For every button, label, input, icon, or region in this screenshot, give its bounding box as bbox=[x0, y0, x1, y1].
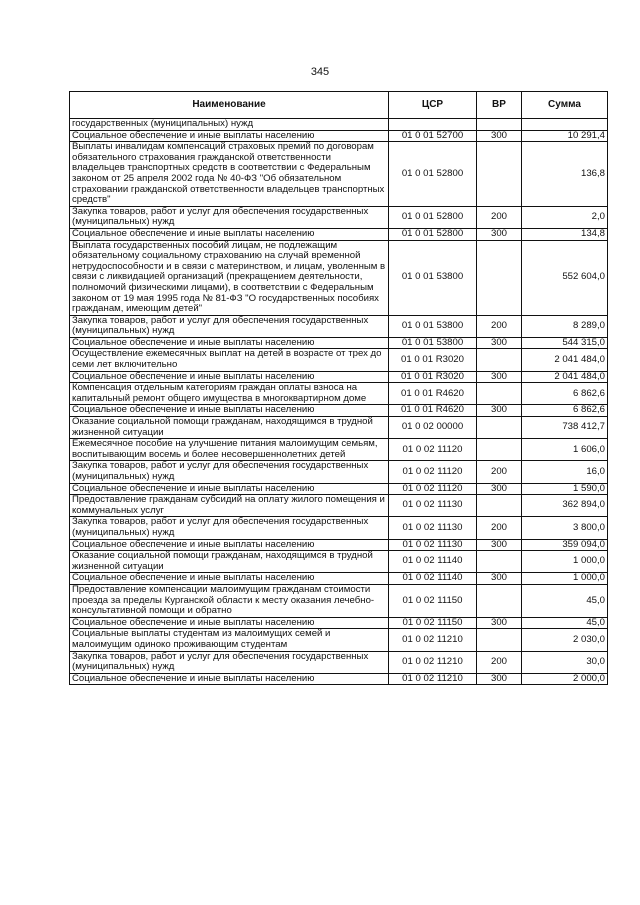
table-row bbox=[70, 383, 608, 405]
cell-name: Закупка товаров, работ и услуг для обеспечения государственных (муниципальных) нужд bbox=[70, 517, 389, 539]
cell-sum: 3 800,0 bbox=[522, 517, 608, 539]
cell-vr: 300 bbox=[477, 130, 522, 142]
table-row bbox=[70, 417, 608, 439]
cell-vr bbox=[477, 629, 522, 651]
table-row bbox=[70, 349, 608, 371]
cell-vr bbox=[477, 383, 522, 405]
cell-vr: 200 bbox=[477, 315, 522, 337]
cell-name: Закупка товаров, работ и услуг для обеспечения государственных (муниципальных) нужд bbox=[70, 461, 389, 483]
cell-csr: 01 0 02 11140 bbox=[389, 573, 477, 585]
cell-vr: 300 bbox=[477, 371, 522, 383]
cell-name: Предоставление компенсации малоимущим гражданам стоимости проезда за пределы Курганской области к месту оказания лечебно-консультативной помощи и обратно bbox=[70, 584, 389, 617]
cell-vr: 200 bbox=[477, 206, 522, 228]
table-row bbox=[70, 337, 608, 349]
cell-name: Компенсация отдельным категориям граждан оплаты взноса на капитальный ремонт общего имущества в многоквартирном доме bbox=[70, 383, 389, 405]
cell-csr: 01 0 01 52800 bbox=[389, 228, 477, 240]
cell-sum: 8 289,0 bbox=[522, 315, 608, 337]
cell-csr: 01 0 01 52700 bbox=[389, 130, 477, 142]
cell-sum bbox=[522, 119, 608, 131]
cell-vr: 300 bbox=[477, 337, 522, 349]
cell-csr: 01 0 01 53800 bbox=[389, 240, 477, 315]
table-row bbox=[70, 629, 608, 651]
cell-sum: 2 041 484,0 bbox=[522, 371, 608, 383]
cell-name: Закупка товаров, работ и услуг для обеспечения государственных (муниципальных) нужд bbox=[70, 651, 389, 673]
cell-sum: 1 606,0 bbox=[522, 439, 608, 461]
table-row bbox=[70, 142, 608, 207]
cell-name: Социальное обеспечение и иные выплаты населению bbox=[70, 673, 389, 685]
header-name: Наименование bbox=[70, 92, 389, 119]
cell-csr: 01 0 01 R3020 bbox=[389, 371, 477, 383]
table-row bbox=[70, 517, 608, 539]
table-row bbox=[70, 371, 608, 383]
cell-name: Предоставление гражданам субсидий на оплату жилого помещения и коммунальных услуг bbox=[70, 495, 389, 517]
cell-sum: 359 094,0 bbox=[522, 539, 608, 551]
cell-vr: 200 bbox=[477, 651, 522, 673]
table-row bbox=[70, 483, 608, 495]
cell-name: Оказание социальной помощи гражданам, находящимся в трудной жизненной ситуации bbox=[70, 551, 389, 573]
cell-sum: 10 291,4 bbox=[522, 130, 608, 142]
table-row bbox=[70, 206, 608, 228]
cell-name: Выплата государственных пособий лицам, не подлежащим обязательному социальному страхованию на случай временной нетрудоспособности и в связи с материнством, и лицам, уволенным в связи с ликвидацией организаций (прекращением деятельности, полномочий физическими лицами), в соответствии с Федеральным законом от 19 мая 1995 года № 81-ФЗ "О государственных пособиях гражданам, имеющим детей" bbox=[70, 240, 389, 315]
cell-name: Осуществление ежемесячных выплат на детей в возрасте от трех до семи лет включительно bbox=[70, 349, 389, 371]
cell-vr: 200 bbox=[477, 517, 522, 539]
cell-vr: 300 bbox=[477, 483, 522, 495]
header-vr: ВР bbox=[477, 92, 522, 119]
cell-sum: 552 604,0 bbox=[522, 240, 608, 315]
cell-csr: 01 0 01 R4620 bbox=[389, 383, 477, 405]
table-row bbox=[70, 651, 608, 673]
table-header bbox=[70, 92, 608, 119]
cell-vr: 300 bbox=[477, 539, 522, 551]
table-row bbox=[70, 673, 608, 685]
table-row bbox=[70, 119, 608, 131]
cell-csr: 01 0 02 11210 bbox=[389, 629, 477, 651]
cell-csr: 01 0 02 11140 bbox=[389, 551, 477, 573]
cell-csr: 01 0 01 53800 bbox=[389, 315, 477, 337]
cell-vr bbox=[477, 142, 522, 207]
table-body bbox=[70, 119, 608, 685]
cell-vr bbox=[477, 417, 522, 439]
cell-csr: 01 0 02 11120 bbox=[389, 483, 477, 495]
cell-name: государственных (муниципальных) нужд bbox=[70, 119, 389, 131]
cell-name: Социальное обеспечение и иные выплаты населению bbox=[70, 483, 389, 495]
cell-csr: 01 0 02 11210 bbox=[389, 651, 477, 673]
table-row bbox=[70, 495, 608, 517]
table-row bbox=[70, 130, 608, 142]
cell-csr: 01 0 01 R4620 bbox=[389, 405, 477, 417]
cell-sum: 45,0 bbox=[522, 584, 608, 617]
cell-sum: 544 315,0 bbox=[522, 337, 608, 349]
cell-csr: 01 0 02 11130 bbox=[389, 517, 477, 539]
table-row bbox=[70, 617, 608, 629]
cell-name: Оказание социальной помощи гражданам, находящимся в трудной жизненной ситуации bbox=[70, 417, 389, 439]
cell-csr: 01 0 01 53800 bbox=[389, 337, 477, 349]
cell-vr bbox=[477, 495, 522, 517]
budget-table bbox=[69, 91, 608, 685]
cell-vr bbox=[477, 584, 522, 617]
header-row bbox=[70, 92, 608, 119]
cell-csr: 01 0 02 00000 bbox=[389, 417, 477, 439]
cell-name: Социальное обеспечение и иные выплаты населению bbox=[70, 539, 389, 551]
cell-csr: 01 0 01 52800 bbox=[389, 142, 477, 207]
table-row bbox=[70, 551, 608, 573]
header-csr: ЦСР bbox=[389, 92, 477, 119]
cell-name: Выплаты инвалидам компенсаций страховых премий по договорам обязательного страхования гражданской ответственности владельцев транспортных средств в соответствии с Федеральным законом от 25 апреля 2002 года № 40-ФЗ "Об обязательном страховании гражданской ответственности владельцев транспортных средств" bbox=[70, 142, 389, 207]
cell-vr bbox=[477, 551, 522, 573]
cell-name: Социальное обеспечение и иные выплаты населению bbox=[70, 337, 389, 349]
cell-sum: 6 862,6 bbox=[522, 383, 608, 405]
header-sum: Сумма bbox=[522, 92, 608, 119]
cell-sum: 134,8 bbox=[522, 228, 608, 240]
table-row bbox=[70, 573, 608, 585]
table-row bbox=[70, 461, 608, 483]
cell-name: Социальное обеспечение и иные выплаты населению bbox=[70, 371, 389, 383]
cell-name: Ежемесячное пособие на улучшение питания малоимущим семьям, воспитывающим восемь и более несовершеннолетних детей bbox=[70, 439, 389, 461]
cell-csr: 01 0 01 R3020 bbox=[389, 349, 477, 371]
table-row bbox=[70, 228, 608, 240]
cell-sum: 136,8 bbox=[522, 142, 608, 207]
cell-vr: 300 bbox=[477, 228, 522, 240]
cell-sum: 6 862,6 bbox=[522, 405, 608, 417]
table-row bbox=[70, 539, 608, 551]
cell-csr: 01 0 02 11150 bbox=[389, 584, 477, 617]
page-number: 345 bbox=[310, 66, 330, 78]
cell-name: Социальное обеспечение и иные выплаты населению bbox=[70, 573, 389, 585]
cell-sum: 2 000,0 bbox=[522, 673, 608, 685]
cell-sum: 738 412,7 bbox=[522, 417, 608, 439]
cell-sum: 1 000,0 bbox=[522, 573, 608, 585]
cell-sum: 16,0 bbox=[522, 461, 608, 483]
cell-vr: 300 bbox=[477, 673, 522, 685]
table-row bbox=[70, 240, 608, 315]
cell-csr: 01 0 02 11120 bbox=[389, 461, 477, 483]
cell-name: Закупка товаров, работ и услуг для обеспечения государственных (муниципальных) нужд bbox=[70, 315, 389, 337]
cell-vr bbox=[477, 349, 522, 371]
cell-sum: 2 030,0 bbox=[522, 629, 608, 651]
cell-name: Социальное обеспечение и иные выплаты населению bbox=[70, 130, 389, 142]
cell-vr bbox=[477, 119, 522, 131]
cell-csr: 01 0 01 52800 bbox=[389, 206, 477, 228]
cell-sum: 362 894,0 bbox=[522, 495, 608, 517]
cell-name: Социальные выплаты студентам из малоимущих семей и малоимущим одиноко проживающим студентам bbox=[70, 629, 389, 651]
cell-csr: 01 0 02 11120 bbox=[389, 439, 477, 461]
cell-vr: 200 bbox=[477, 461, 522, 483]
table-row bbox=[70, 439, 608, 461]
cell-csr: 01 0 02 11150 bbox=[389, 617, 477, 629]
cell-vr: 300 bbox=[477, 617, 522, 629]
cell-sum: 2,0 bbox=[522, 206, 608, 228]
table-row bbox=[70, 405, 608, 417]
cell-csr: 01 0 02 11130 bbox=[389, 495, 477, 517]
cell-vr: 300 bbox=[477, 405, 522, 417]
cell-sum: 30,0 bbox=[522, 651, 608, 673]
cell-sum: 2 041 484,0 bbox=[522, 349, 608, 371]
cell-name: Социальное обеспечение и иные выплаты населению bbox=[70, 617, 389, 629]
cell-csr bbox=[389, 119, 477, 131]
cell-vr bbox=[477, 240, 522, 315]
cell-name: Закупка товаров, работ и услуг для обеспечения государственных (муниципальных) нужд bbox=[70, 206, 389, 228]
cell-sum: 1 000,0 bbox=[522, 551, 608, 573]
cell-vr: 300 bbox=[477, 573, 522, 585]
cell-sum: 1 590,0 bbox=[522, 483, 608, 495]
cell-sum: 45,0 bbox=[522, 617, 608, 629]
table-row bbox=[70, 584, 608, 617]
cell-name: Социальное обеспечение и иные выплаты населению bbox=[70, 405, 389, 417]
cell-csr: 01 0 02 11210 bbox=[389, 673, 477, 685]
cell-name: Социальное обеспечение и иные выплаты населению bbox=[70, 228, 389, 240]
cell-vr bbox=[477, 439, 522, 461]
cell-csr: 01 0 02 11130 bbox=[389, 539, 477, 551]
table-row bbox=[70, 315, 608, 337]
